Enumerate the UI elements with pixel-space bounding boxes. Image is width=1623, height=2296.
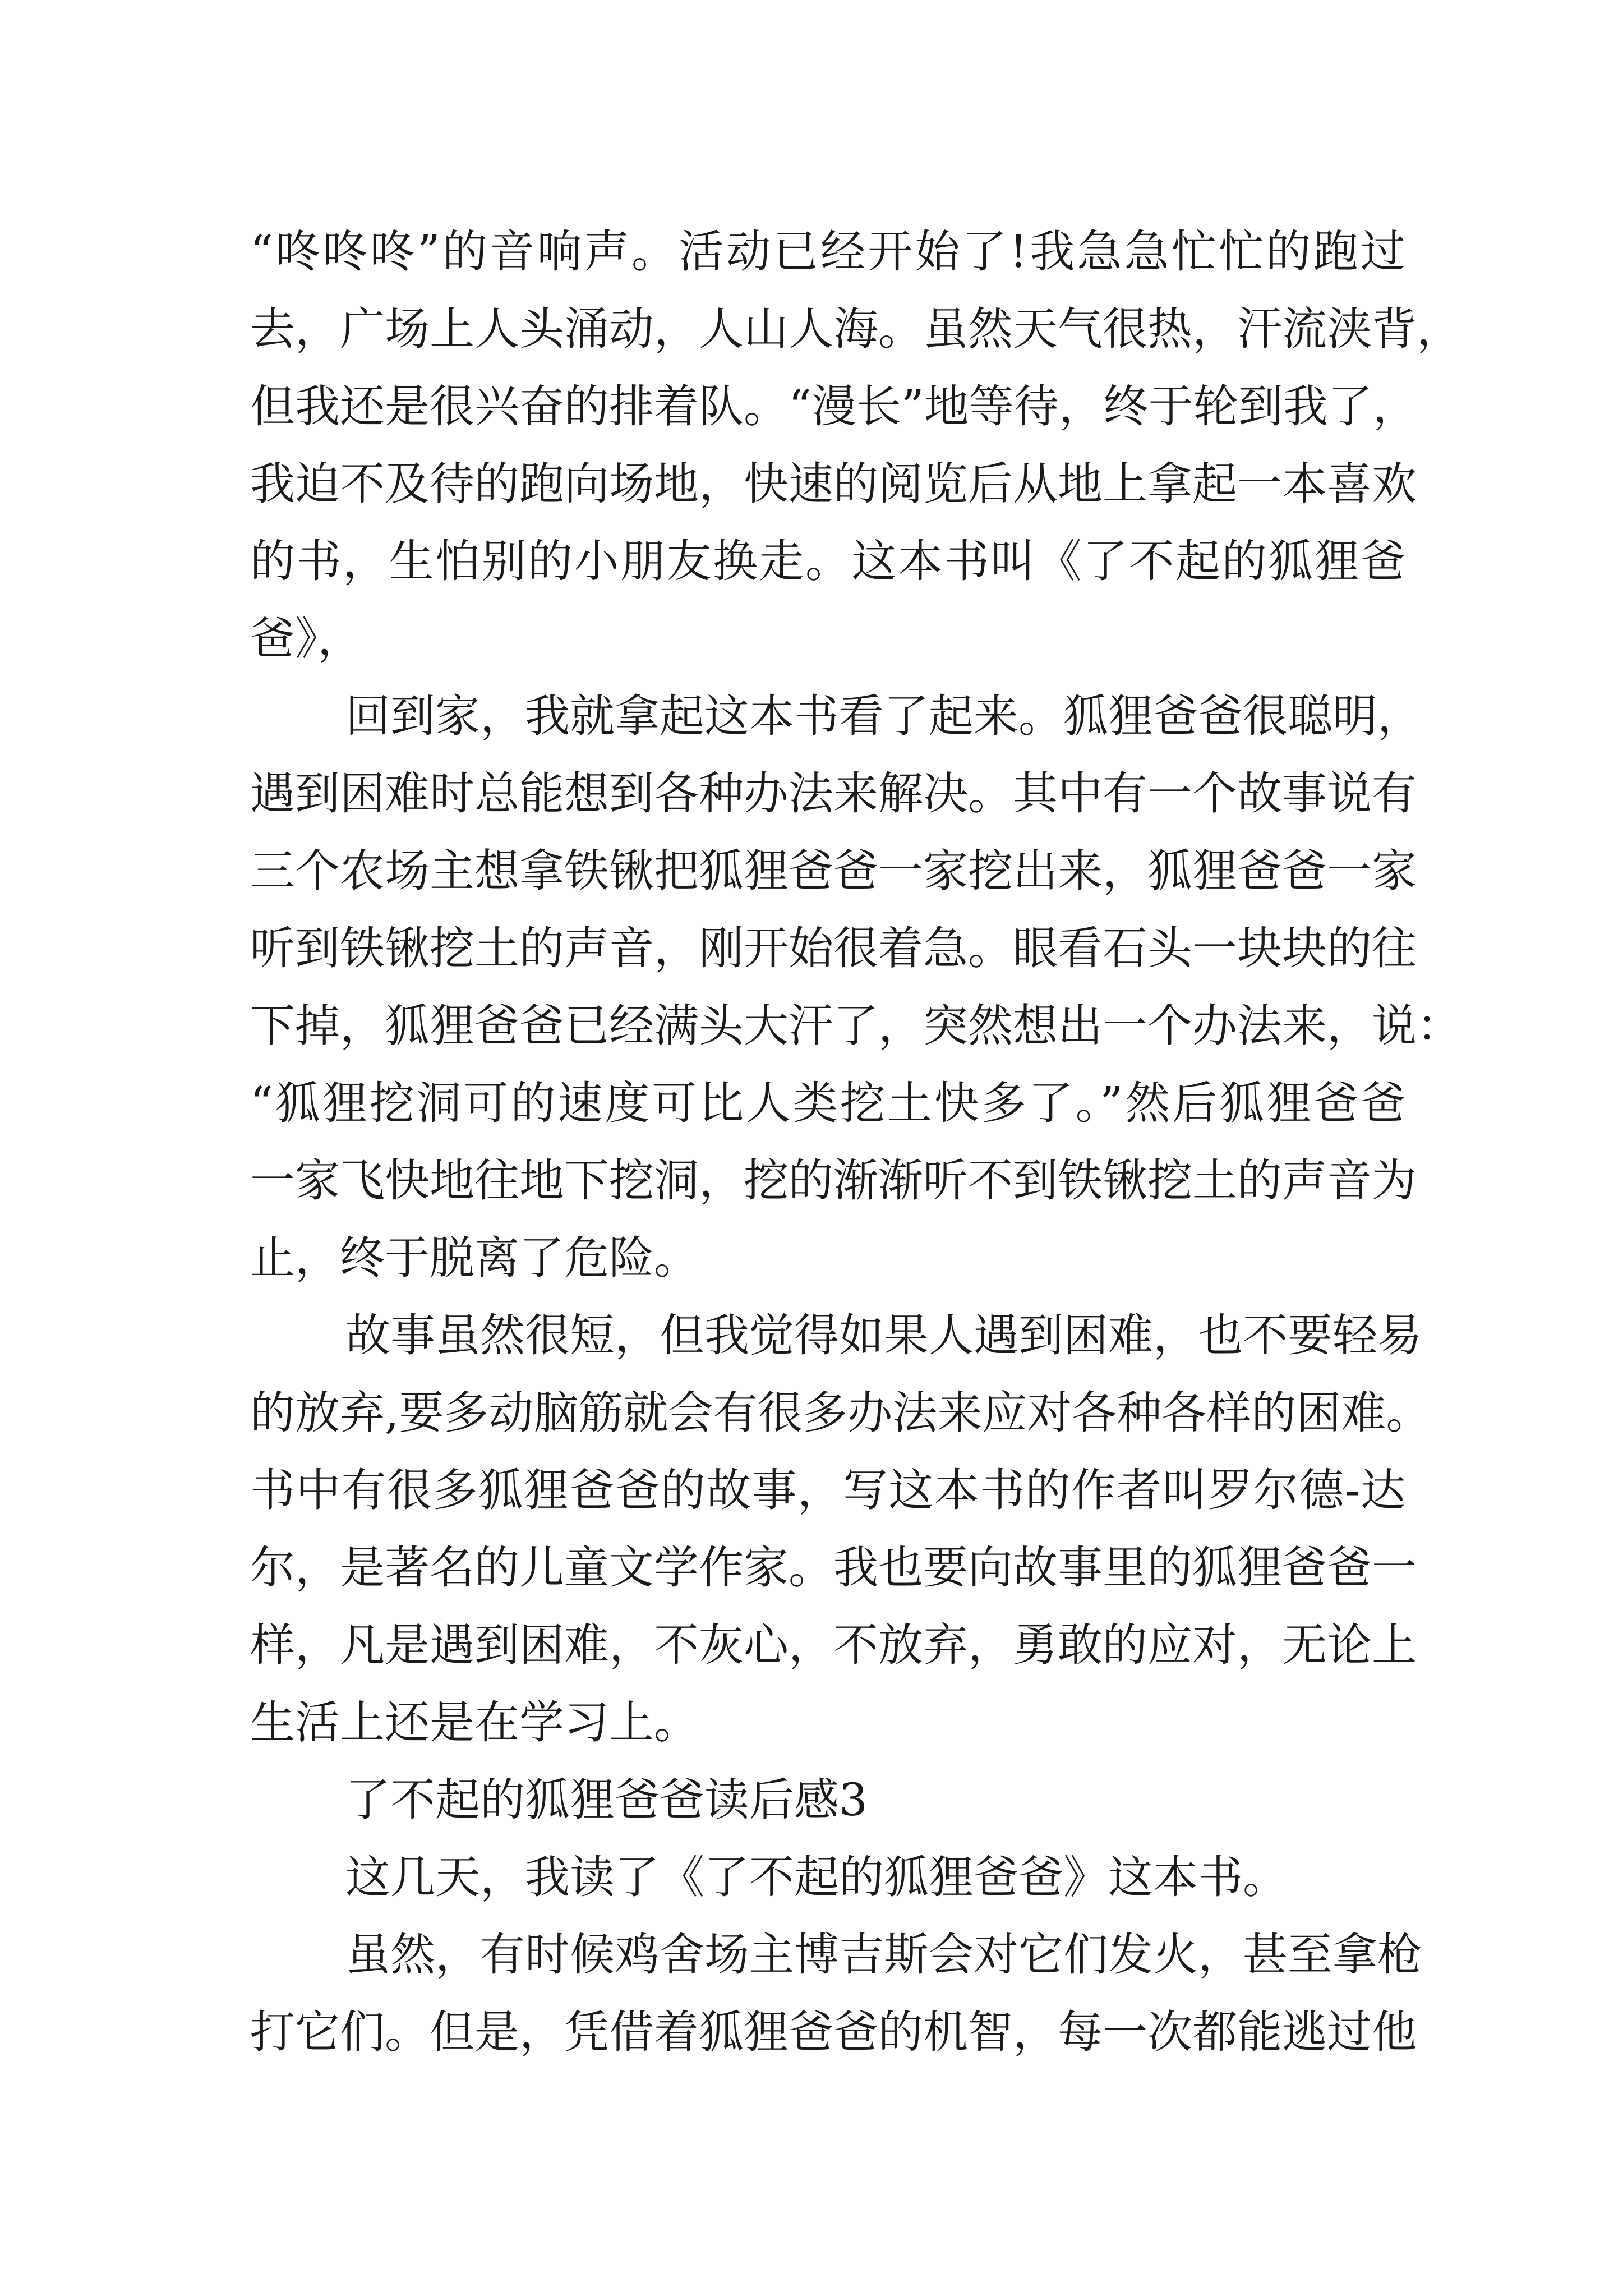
document-body (250, 213, 1461, 2071)
text-line: 遇到困难时总能想到各种办法来解决。其中有一个故事说有 (250, 767, 1417, 820)
paragraph-start-line: 故事虽然很短，但我觉得如果人遇到困难，也不要轻易 (345, 1309, 1422, 1361)
text-line: “狐狸挖洞可的速度可比人类挖土快多了。”然后狐狸爸爸 (250, 1077, 1405, 1129)
text-line: 但我还是很兴奋的排着队。“漫长”地等待，终于轮到我了， (250, 380, 1418, 432)
text-line: 书中有很多狐狸爸爸的故事，写这本书的作者叫罗尔德-达 (250, 1464, 1405, 1516)
text-line: “咚咚咚”的音响声。活动已经开始了!我急急忙忙的跑过 (250, 226, 1405, 278)
paragraph-start-line: 回到家，我就拿起这本书看了起来。狐狸爸爸很聪明， (345, 690, 1422, 742)
text-line: 一家飞快地往地下挖洞，挖的渐渐听不到铁锹挖土的声音为 (250, 1154, 1417, 1207)
text-line: 我迫不及待的跑向场地，快速的阅览后从地上拿起一本喜欢 (250, 458, 1417, 510)
text-line: 打它们。但是，凭借着狐狸爸爸的机智，每一次都能逃过他 (250, 2006, 1417, 2058)
section-heading: 了不起的狐狸爸爸读后感3 (345, 1774, 868, 1826)
text-line: 生活上还是在学习上。 (250, 1696, 699, 1749)
text-line: 的放弃,要多动脑筋就会有很多办法来应对各种各样的困难。 (250, 1387, 1431, 1439)
paragraph-start-line: 虽然，有时候鸡舍场主博吉斯会对它们发火，甚至拿枪 (345, 1929, 1422, 1981)
paragraph-start-line: 这几天，我读了《了不起的狐狸爸爸》这本书。 (345, 1851, 1288, 1903)
text-line: 听到铁锹挖土的声音，刚开始很着急。眼看石头一块块的往 (250, 922, 1417, 974)
text-line: 的书，生怕别的小朋友换走。这本书叫《了不起的狐狸爸 (250, 535, 1405, 587)
text-line: 止，终于脱离了危险。 (250, 1232, 699, 1284)
text-line: 爸》， (250, 613, 362, 665)
text-line: 三个农场主想拿铁锹把狐狸爸爸一家挖出来，狐狸爸爸一家 (250, 845, 1417, 897)
text-line: 尔，是著名的儿童文学作家。我也要向故事里的狐狸爸爸一 (250, 1542, 1417, 1594)
text-line: 去，广场上人头涌动，人山人海。虽然天气很热，汗流浃背， (250, 303, 1461, 355)
text-line: 下掉，狐狸爸爸已经满头大汗了，突然想出一个办法来，说： (250, 1000, 1461, 1052)
text-line: 样，凡是遇到困难，不灰心，不放弃，勇敢的应对，无论上 (250, 1619, 1417, 1671)
